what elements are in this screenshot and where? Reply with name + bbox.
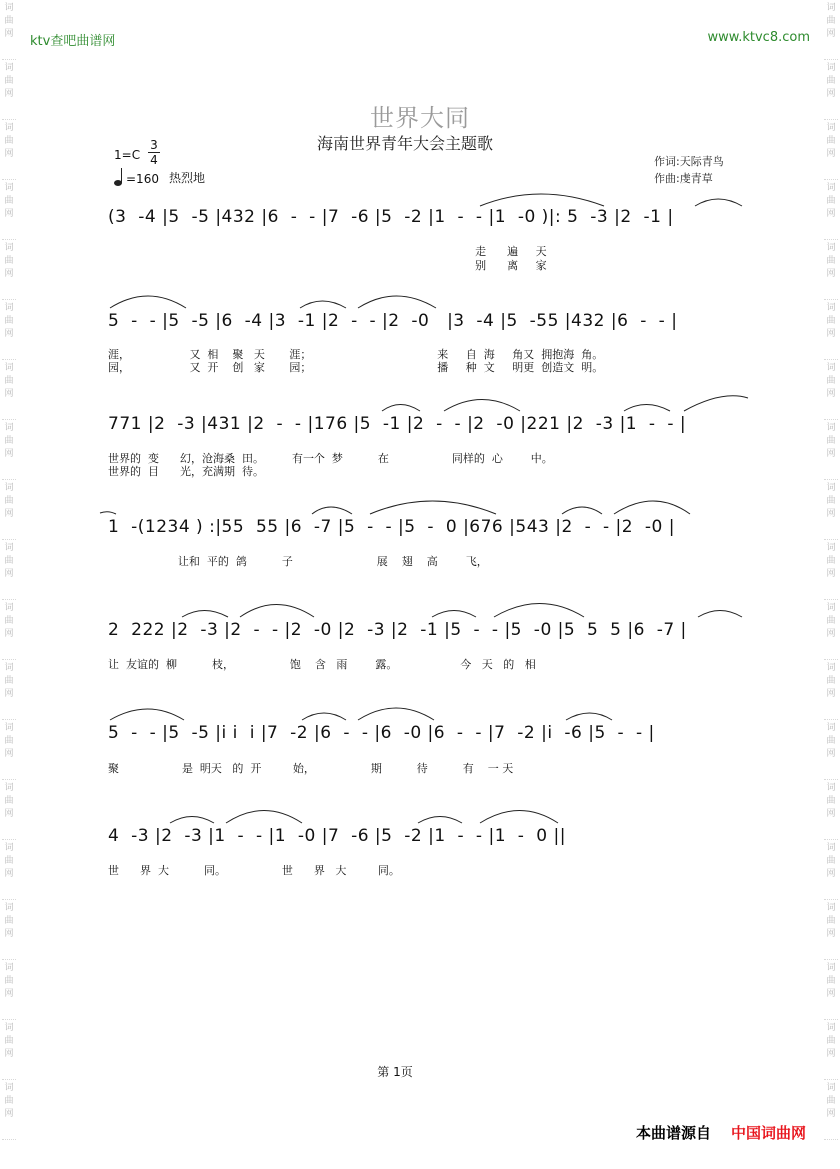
source-label: 本曲谱源自 xyxy=(635,1124,711,1142)
lyric-row-1-verse-1: 走 遍 天 xyxy=(108,245,547,258)
watermark-char: 网 xyxy=(826,209,836,219)
site-url-right[interactable]: www.ktvc8.com xyxy=(707,30,810,45)
watermark-char: 曲 xyxy=(4,976,14,986)
watermark-group xyxy=(824,1020,838,1080)
watermark-char: 曲 xyxy=(4,76,14,86)
slur-arc xyxy=(100,512,116,514)
watermark-group xyxy=(824,720,838,780)
watermark-char: 曲 xyxy=(4,16,14,26)
watermark-group xyxy=(824,900,838,960)
watermark-char: 曲 xyxy=(826,436,836,446)
watermark-char: 词 xyxy=(826,963,836,973)
watermark-char: 曲 xyxy=(4,436,14,446)
watermark-char: 曲 xyxy=(4,556,14,566)
watermark-char: 网 xyxy=(4,89,14,99)
notation-line: 2 222 |2 -3 |2 - - |2 -0 |2 -3 |2 -1 |5 - - |5 -0 |5 5 5 |6 -7 | xyxy=(108,620,687,640)
slur-arc xyxy=(110,296,186,308)
watermark-group xyxy=(2,720,16,780)
lyric-row-3-verse-1: 世界的 变 幻，沧海桑 田。 有一个 梦 在 同样的 心 中。 xyxy=(108,452,553,465)
watermark-group xyxy=(2,240,16,300)
watermark-group xyxy=(2,480,16,540)
watermark-char: 曲 xyxy=(4,1036,14,1046)
slur-arc xyxy=(358,708,434,720)
watermark-char: 网 xyxy=(4,569,14,579)
slur-arc xyxy=(300,301,346,308)
watermark-char: 词 xyxy=(4,603,14,613)
watermark-char: 网 xyxy=(4,689,14,699)
watermark-char: 曲 xyxy=(826,376,836,386)
watermark-char: 词 xyxy=(826,303,836,313)
score-row-3 xyxy=(108,412,760,436)
watermark-char: 词 xyxy=(826,543,836,553)
watermark-char: 词 xyxy=(4,183,14,193)
watermark-char: 词 xyxy=(4,243,14,253)
lyric-row-7: 世 界 大 同。 世 界 大 同。 xyxy=(108,864,400,877)
watermark-group xyxy=(2,780,16,840)
watermark-group xyxy=(2,600,16,660)
watermark-char: 网 xyxy=(826,269,836,279)
lyric-row-1-verse-2: 别 离 家 xyxy=(108,259,547,272)
score-row-5 xyxy=(108,618,760,642)
slur-arc xyxy=(418,817,462,824)
watermark-char: 网 xyxy=(826,689,836,699)
slur-arc xyxy=(480,811,558,824)
slur-arc xyxy=(684,396,748,411)
watermark-char: 网 xyxy=(4,869,14,879)
watermark-group xyxy=(824,180,838,240)
watermark-char: 词 xyxy=(826,663,836,673)
watermark-char: 网 xyxy=(4,749,14,759)
watermark-char: 曲 xyxy=(4,136,14,146)
lyric-row-6: 聚 是 明天 的 开 始， 期 待 有 一 天 xyxy=(108,762,514,775)
score-row-4 xyxy=(108,515,760,539)
watermark-char: 曲 xyxy=(826,916,836,926)
source-credit xyxy=(636,1122,806,1143)
watermark-group xyxy=(2,0,16,60)
watermark-char: 曲 xyxy=(826,616,836,626)
slur-arc xyxy=(562,507,602,514)
watermark-char: 词 xyxy=(4,663,14,673)
time-signature-bottom: 4 xyxy=(150,153,158,167)
watermark-char: 词 xyxy=(826,1083,836,1093)
watermark-char: 曲 xyxy=(826,1096,836,1106)
watermark-char: 网 xyxy=(826,749,836,759)
watermark-char: 网 xyxy=(826,989,836,999)
watermark-char: 曲 xyxy=(4,1096,14,1106)
watermark-group xyxy=(824,600,838,660)
watermark-group xyxy=(824,360,838,420)
watermark-char: 曲 xyxy=(826,136,836,146)
watermark-char: 词 xyxy=(826,1023,836,1033)
notation-line: 4 -3 |2 -3 |1 - - |1 -0 |7 -6 |5 -2 |1 - - |1 - 0 || xyxy=(108,826,566,846)
watermark-group xyxy=(824,0,838,60)
watermark-char: 词 xyxy=(826,423,836,433)
watermark-char: 词 xyxy=(826,363,836,373)
side-watermark-left xyxy=(2,0,16,1169)
slur-arc xyxy=(432,611,476,618)
watermark-char: 词 xyxy=(4,903,14,913)
watermark-char: 网 xyxy=(4,209,14,219)
key-signature: 1=C xyxy=(114,148,141,162)
slur-arc xyxy=(494,604,584,618)
watermark-char: 词 xyxy=(826,903,836,913)
watermark-char: 网 xyxy=(826,89,836,99)
tempo-expression: 热烈地 xyxy=(168,171,205,185)
watermark-char: 网 xyxy=(826,449,836,459)
watermark-char: 词 xyxy=(4,963,14,973)
source-site-link[interactable]: 中国词曲网 xyxy=(730,1124,806,1142)
watermark-char: 网 xyxy=(826,869,836,879)
watermark-group xyxy=(2,360,16,420)
watermark-char: 词 xyxy=(4,423,14,433)
watermark-char: 网 xyxy=(4,29,14,39)
slur-arc xyxy=(182,611,228,618)
watermark-char: 曲 xyxy=(4,196,14,206)
song-title: 世界大同 xyxy=(370,104,470,132)
watermark-char: 曲 xyxy=(826,556,836,566)
watermark-char: 网 xyxy=(826,29,836,39)
watermark-char: 网 xyxy=(826,569,836,579)
watermark-group xyxy=(824,300,838,360)
watermark-char: 词 xyxy=(826,843,836,853)
slur-arc xyxy=(624,405,670,412)
score-row-6 xyxy=(108,721,760,745)
watermark-group xyxy=(824,540,838,600)
slur-arc xyxy=(312,507,352,514)
watermark-char: 曲 xyxy=(826,196,836,206)
watermark-char: 网 xyxy=(826,929,836,939)
watermark-char: 网 xyxy=(826,1109,836,1119)
notation-line: 771 |2 -3 |431 |2 - - |176 |5 -1 |2 - - |2 -0 |221 |2 -3 |1 - - | xyxy=(108,414,687,434)
watermark-char: 词 xyxy=(826,243,836,253)
slur-arc xyxy=(566,713,612,720)
watermark-char: 词 xyxy=(826,183,836,193)
slur-arc xyxy=(358,296,436,308)
watermark-group xyxy=(824,660,838,720)
watermark-char: 曲 xyxy=(4,616,14,626)
watermark-group xyxy=(824,1080,838,1140)
watermark-group xyxy=(2,180,16,240)
watermark-char: 词 xyxy=(4,543,14,553)
slur-arc xyxy=(444,400,520,412)
watermark-char: 曲 xyxy=(4,376,14,386)
lyric-row-5: 让 友谊的 柳 枝， 饱 含 雨 露。 今 天 的 相 xyxy=(108,658,536,671)
watermark-char: 网 xyxy=(826,149,836,159)
lyric-row-2-verse-1: 涯， 又 相 聚 天 涯； 来 自 海 角又 拥抱海 角。 xyxy=(108,348,604,361)
watermark-char: 网 xyxy=(4,509,14,519)
watermark-char: 网 xyxy=(4,809,14,819)
watermark-char: 曲 xyxy=(4,916,14,926)
watermark-char: 曲 xyxy=(4,496,14,506)
watermark-char: 词 xyxy=(4,843,14,853)
watermark-char: 词 xyxy=(4,63,14,73)
watermark-char: 词 xyxy=(826,723,836,733)
watermark-char: 词 xyxy=(4,483,14,493)
watermark-char: 网 xyxy=(4,329,14,339)
site-name-left[interactable]: ktv查吧曲谱网 xyxy=(30,34,116,49)
slur-arc xyxy=(110,709,184,720)
watermark-char: 词 xyxy=(4,783,14,793)
watermark-char: 网 xyxy=(826,1049,836,1059)
score-row-7 xyxy=(108,824,760,848)
page-number: 第 1页 xyxy=(377,1065,413,1079)
watermark-char: 词 xyxy=(826,783,836,793)
watermark-char: 曲 xyxy=(4,256,14,266)
watermark-group xyxy=(2,1080,16,1140)
watermark-group xyxy=(2,420,16,480)
watermark-char: 曲 xyxy=(4,856,14,866)
notation-line: 5 - - |5 -5 |i i i |7 -2 |6 - - |6 -0 |6 - - |7 -2 |i -6 |5 - - | xyxy=(108,723,655,743)
notation-line: 5 - - |5 -5 |6 -4 |3 -1 |2 - - |2 -0 |3 -4 |5 -55 |432 |6 - - | xyxy=(108,311,678,331)
watermark-char: 词 xyxy=(826,123,836,133)
watermark-char: 网 xyxy=(4,989,14,999)
watermark-char: 词 xyxy=(4,1083,14,1093)
watermark-char: 网 xyxy=(4,449,14,459)
watermark-char: 曲 xyxy=(4,676,14,686)
watermark-char: 网 xyxy=(826,809,836,819)
watermark-char: 词 xyxy=(826,483,836,493)
watermark-char: 词 xyxy=(4,723,14,733)
watermark-group xyxy=(824,480,838,540)
slur-arc xyxy=(382,405,420,412)
watermark-char: 曲 xyxy=(826,1036,836,1046)
lyric-row-4: 让和 平的 鸽 子 展 翅 高 飞， xyxy=(108,555,488,568)
score-row-1 xyxy=(108,205,760,229)
composer-credit: 作曲:虔青草 xyxy=(654,172,713,185)
watermark-char: 网 xyxy=(4,149,14,159)
watermark-group xyxy=(824,240,838,300)
song-subtitle: 海南世界青年大会主题歌 xyxy=(316,134,493,153)
notation-line: (3 -4 |5 -5 |432 |6 - - |7 -6 |5 -2 |1 - - |1 -0 )|: 5 -3 |2 -1 | xyxy=(108,207,674,227)
watermark-char: 词 xyxy=(4,363,14,373)
watermark-char: 曲 xyxy=(4,316,14,326)
watermark-group xyxy=(2,540,16,600)
watermark-char: 曲 xyxy=(826,256,836,266)
lyric-row-3-verse-2: 世界的 目 光，充满期 待。 xyxy=(108,465,264,478)
watermark-char: 曲 xyxy=(4,736,14,746)
watermark-char: 网 xyxy=(4,269,14,279)
notation-line: 1 -(1234 ) :|55 55 |6 -7 |5 - - |5 - 0 |676 |543 |2 - - |2 -0 | xyxy=(108,517,675,537)
watermark-char: 网 xyxy=(826,629,836,639)
lyric-row-2-verse-2: 园， 又 开 创 家 园； 播 种 文 明更 创造文 明。 xyxy=(108,361,604,374)
tempo-value: =160 xyxy=(126,172,159,186)
watermark-group xyxy=(2,840,16,900)
watermark-group xyxy=(2,960,16,1020)
watermark-group xyxy=(824,960,838,1020)
lyricist-credit: 作词:天际青鸟 xyxy=(654,155,724,168)
watermark-char: 词 xyxy=(826,63,836,73)
slur-arc xyxy=(698,611,742,618)
slur-arc xyxy=(240,605,314,618)
watermark-char: 曲 xyxy=(826,316,836,326)
watermark-char: 曲 xyxy=(826,676,836,686)
watermark-char: 曲 xyxy=(826,76,836,86)
slur-arc xyxy=(302,713,346,720)
watermark-char: 网 xyxy=(4,389,14,399)
watermark-char: 词 xyxy=(4,303,14,313)
side-watermark-right xyxy=(824,0,838,1169)
watermark-char: 曲 xyxy=(826,496,836,506)
watermark-char: 网 xyxy=(4,1109,14,1119)
watermark-char: 曲 xyxy=(826,796,836,806)
watermark-group xyxy=(824,840,838,900)
watermark-char: 网 xyxy=(826,329,836,339)
watermark-char: 曲 xyxy=(826,856,836,866)
watermark-char: 网 xyxy=(4,929,14,939)
watermark-group xyxy=(824,780,838,840)
watermark-group xyxy=(2,300,16,360)
watermark-char: 曲 xyxy=(826,16,836,26)
time-signature xyxy=(148,138,160,167)
slur-arc xyxy=(370,501,496,514)
quarter-note-icon xyxy=(114,168,123,186)
tempo-marking xyxy=(114,168,205,186)
watermark-char: 网 xyxy=(4,629,14,639)
slur-arc xyxy=(226,811,302,824)
watermark-char: 曲 xyxy=(826,736,836,746)
watermark-char: 词 xyxy=(4,123,14,133)
watermark-group xyxy=(2,660,16,720)
watermark-group xyxy=(824,420,838,480)
watermark-char: 网 xyxy=(826,509,836,519)
slur-arc xyxy=(614,501,690,514)
watermark-char: 词 xyxy=(826,603,836,613)
watermark-group xyxy=(2,900,16,960)
watermark-char: 网 xyxy=(4,1049,14,1059)
watermark-char: 词 xyxy=(4,1023,14,1033)
slur-arc xyxy=(170,817,214,824)
watermark-char: 词 xyxy=(4,3,14,13)
watermark-char: 曲 xyxy=(826,976,836,986)
watermark-char: 网 xyxy=(826,389,836,399)
watermark-char: 词 xyxy=(826,3,836,13)
time-signature-top: 3 xyxy=(150,138,158,152)
score-row-2 xyxy=(108,309,760,333)
watermark-char: 曲 xyxy=(4,796,14,806)
